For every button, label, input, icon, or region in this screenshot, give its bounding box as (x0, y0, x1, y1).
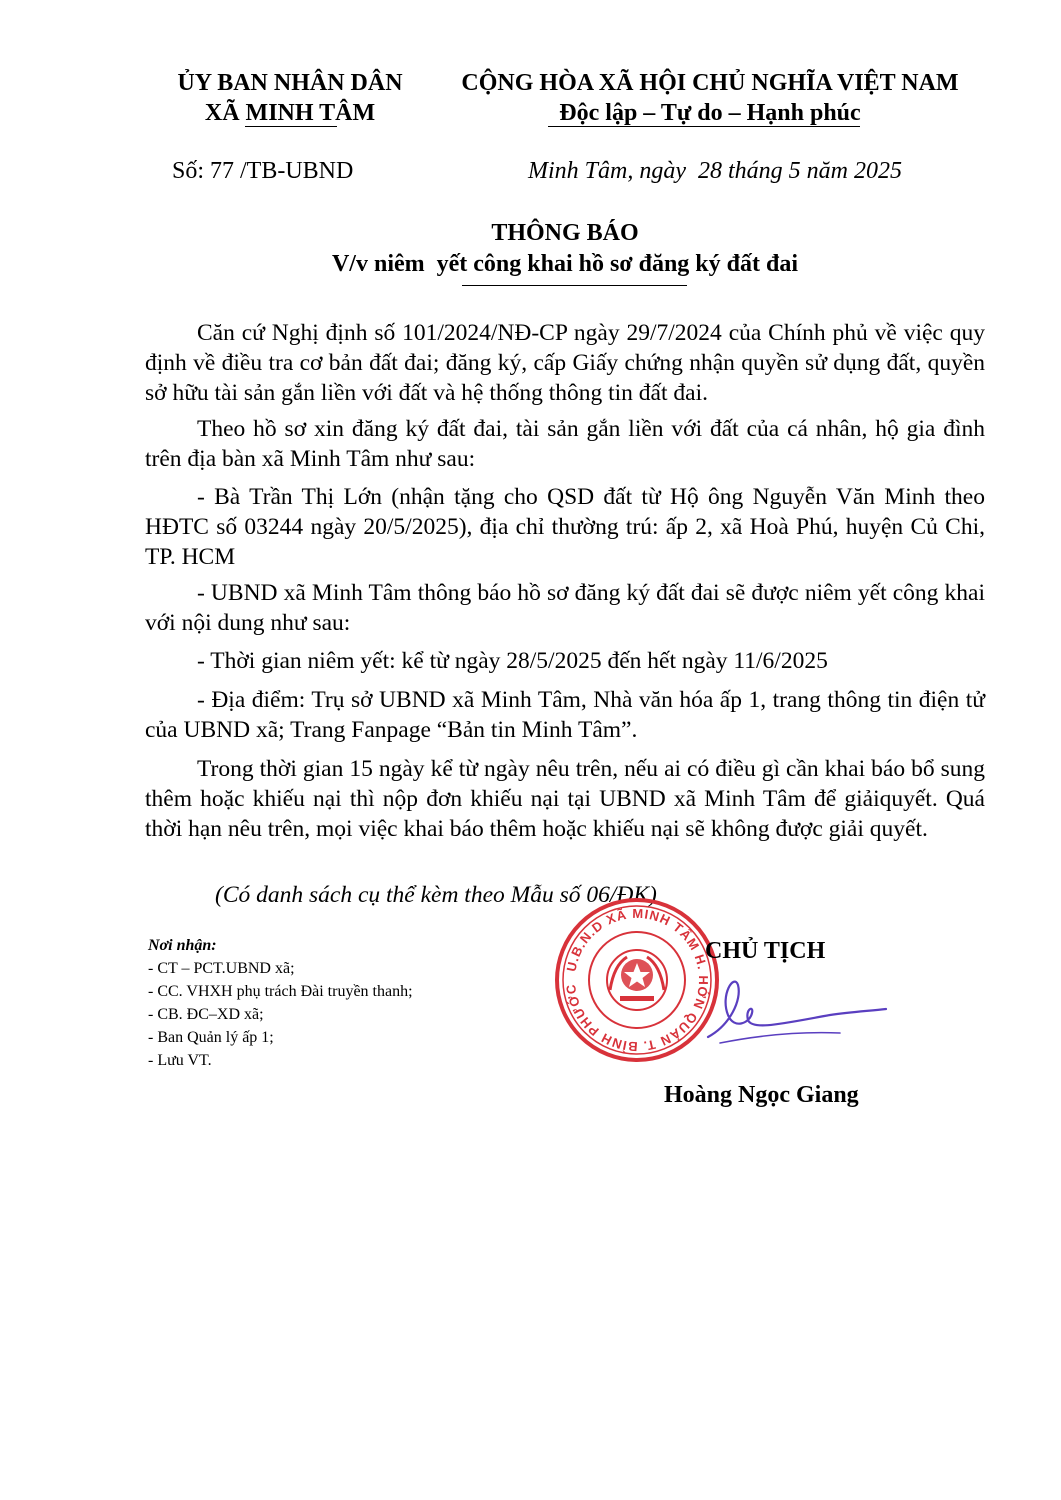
paragraph-announcement: - UBND xã Minh Tâm thông báo hồ sơ đăng ký đất đai sẽ được niêm yết công khai với nội dung như sau: (145, 580, 985, 636)
motto-underline (548, 126, 860, 127)
place-date: Minh Tâm, ngày 28 tháng 5 năm 2025 (528, 158, 902, 184)
handwritten-signature (690, 965, 890, 1055)
paragraph-posting-period: - Thời gian niêm yết: kể từ ngày 28/5/2025 đến hết ngày 11/6/2025 (197, 648, 828, 674)
paragraph-applicants: Theo hồ sơ xin đăng ký đất đai, tài sản gắn liền với đất của cá nhân, hộ gia đình trên địa bàn xã Minh Tâm như sau: (145, 416, 985, 472)
agency-underline (245, 126, 337, 127)
paragraph-posting-location: - Địa điểm: Trụ sở UBND xã Minh Tâm, Nhà văn hóa ấp 1, trang thông tin điện tử của UBND xã; Trang Fanpage “Bản tin Minh Tâm”. (145, 687, 985, 743)
recipient-item: - Ban Quản lý ấp 1; (148, 1029, 274, 1046)
doc-number: Số: 77 /TB-UBND (172, 158, 354, 184)
recipient-item: - CT – PCT.UBND xã; (148, 960, 295, 977)
nation-line2: Độc lập – Tự do – Hạnh phúc (559, 100, 861, 126)
signer-name: Hoàng Ngọc Giang (664, 1082, 859, 1108)
subject-underline (462, 285, 687, 286)
paragraph-complaints: Trong thời gian 15 ngày kể từ ngày nêu trên, nếu ai có điều gì cần khai báo bổ sung thêm hoặc khiếu nại thì nộp đơn khiếu nại tại UBND xã Minh Tâm để giảiquyết. Quá thời hạn nêu trên, mọi việc khai báo thêm hoặc khiếu nại sẽ không được giải quyết. (145, 756, 985, 842)
doc-subject: V/v niêm yết công khai hồ sơ đăng ký đất đai (331, 251, 799, 277)
attachment-note: (Có danh sách cụ thể kèm theo Mẫu số 06/ĐK) (215, 882, 657, 908)
paragraph-applicant-detail: - Bà Trần Thị Lớn (nhận tặng cho QSD đất từ Hộ ông Nguyễn Văn Minh theo HĐTC số 03244 ngày 20/5/2025), địa chỉ thường trú: ấp 2, xã Hoà Phú, huyện Củ Chi, TP. HCM (145, 484, 985, 570)
agency-name (150, 68, 430, 128)
recipients-heading: Nơi nhận: (148, 937, 217, 954)
doc-title: THÔNG BÁO (491, 220, 639, 246)
signature-stroke (690, 965, 890, 1055)
nation-heading (455, 68, 965, 128)
recipient-item: - Lưu VT. (148, 1052, 212, 1069)
seal-text: U.B.N.D XÃ MINH TÂM H. HỚN QUẢN T. BÌNH PHƯỚC (562, 905, 712, 1055)
agency-line2: XÃ MINH TÂM (204, 100, 376, 126)
nation-line1: CỘNG HÒA XÃ HỘI CHỦ NGHĨA VIỆT NAM (461, 70, 959, 96)
agency-line1: ỦY BAN NHÂN DÂN (177, 70, 403, 96)
recipients-block (148, 934, 568, 1072)
paragraph-legal-basis: Căn cứ Nghị định số 101/2024/NĐ-CP ngày 29/7/2024 của Chính phủ về việc quy định về điều tra cơ bản đất đai; đăng ký, cấp Giấy chứng nhận quyền sử dụng đất, quyền sở hữu tài sản gắn liền với đất và hệ thống thông tin đất đai. (145, 320, 985, 406)
recipient-item: - CB. ĐC–XD xã; (148, 1006, 264, 1023)
recipient-item: - CC. VHXH phụ trách Đài truyền thanh; (148, 983, 413, 1000)
signer-title: CHỦ TỊCH (705, 938, 826, 964)
